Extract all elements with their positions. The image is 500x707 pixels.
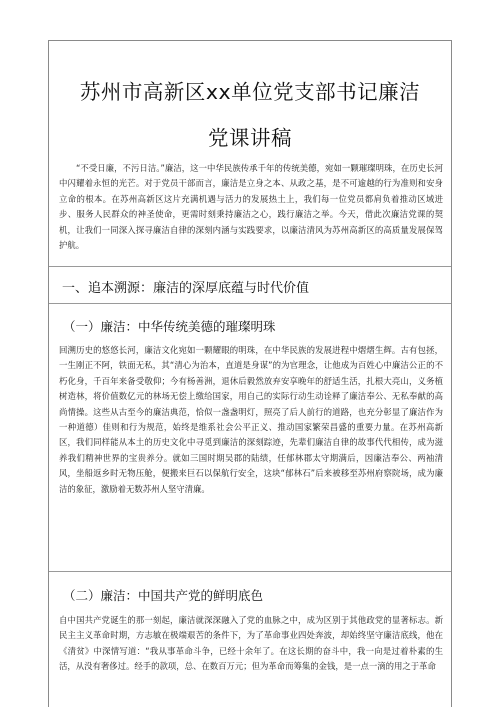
- document-title-line-2: 党课讲稿: [208, 126, 292, 150]
- document-title-line-1: 苏州市高新区xx单位党支部书记廉洁: [79, 80, 421, 104]
- section-divider: [49, 266, 451, 267]
- section-1-2-heading: （二）廉洁：中国共产党的鲜明底色: [63, 588, 264, 603]
- intro-paragraph: “不受日廉，不污日洁。”廉洁，这一中华民族传承千年的传统美德，宛如一颗璀璨明珠，在历史长河中闪耀着永恒的光芒。对于党员干部而言，廉洁是立身之本、从政之基，是不可逾越的行为准则和安身立命的根本。在苏州高新区这片充满机遇与活力的发展热土上，我们每一位党员都肩负着推动区域进步、服务人民群众的神圣使命，更需时刻秉持廉洁之心，践行廉洁之举。今天，借此次廉洁党课的契机，让我们一同深入探寻廉洁自律的深刻内涵与实践要求，以廉洁清风为苏州高新区的高质量发展保驾护航。: [59, 163, 443, 251]
- section-divider: [49, 303, 451, 304]
- section-1-1-body: 回溯历史的悠悠长河，廉洁文化宛如一颗耀眼的明珠，在中华民族的发展进程中熠熠生辉。古有包拯，一生刚正不阿，铁面无私，其“清心为治本，直道是身谋”的为官理念，让他成为百姓心中廉洁公正的不朽化身，千百年来备受敬仰；今有杨善洲，退休后毅然放弃安享晚年的舒适生活，扎根大亮山，义务植树造林，将价值数亿元的林场无偿上缴给国家，用自己的实际行动生动诠释了廉洁奉公、无私奉献的高尚情操。这些从古至今的廉洁典范，恰似一盏盏明灯，照亮了后人前行的道路，也充分彰显了廉洁作为一种道德）佳则和行为规范，始终是维系社会公平正义、推动国家繁荣昌盛的重要力量。在苏州高新区，我们同样能从本土的历史文化中寻觅到廉洁的深刻踪迹，先辈们廉洁自律的故事代代相传，成为滋养我们精神世界的宝贵养分。就如三国时期吴郡的陆绩，任郁林郡太守期满后，因廉洁奉公、两袖清风，坐船返乡时无物压舱，便搬来巨石以保航行安全，这块“郁林石”后来被移至苏州府察院场，成为廉洁的象征，激励着无数苏州人坚守清廉。: [59, 345, 443, 494]
- section-1-1-heading: （一）廉洁：中华传统美德的璀璨明珠: [63, 319, 276, 334]
- section-1-2-body: 自中国共产党诞生的那一刻起，廉洁就深深融入了党的血脉之中，成为区别于其他政党的显著标志。新民主主义革命时期，方志敏在极端艰苦的条件下，为了革命事业四处奔波，却始终坚守廉洁底线，他在《清贫》中深情写道：“我从事革命斗争，已经十余年了。在这长期的奋斗中，我一向是过着朴素的生活，从没有奢侈过。经手的款项，总、在数百万元；但为革命而筹集的金钱，是一点一滴的用之于革命: [59, 615, 443, 672]
- section-divider: [49, 571, 451, 572]
- document-page: [48, 40, 452, 707]
- section-1-heading: 一、追本溯源：廉洁的深厚底蕴与时代价值: [62, 281, 310, 296]
